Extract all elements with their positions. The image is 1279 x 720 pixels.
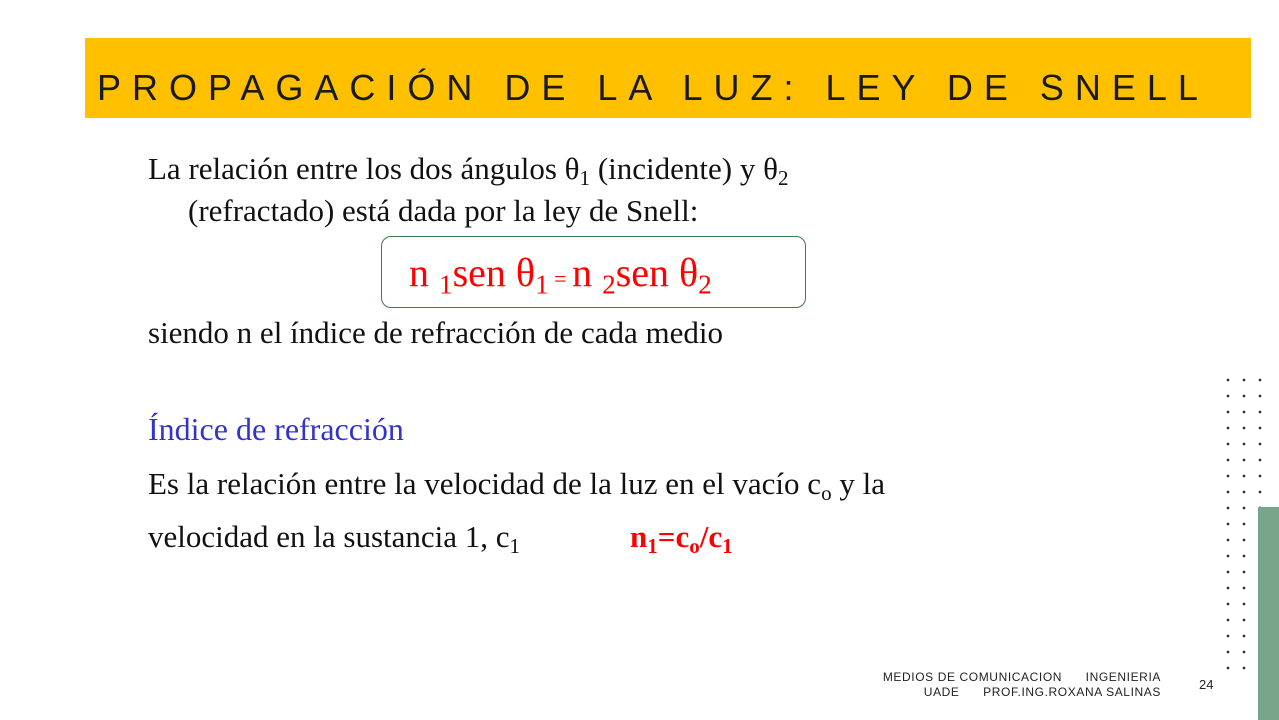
intro-line-1 [148, 151, 789, 190]
index-equation [630, 519, 733, 558]
formula-sen1: sen θ [452, 250, 536, 295]
eq-c0-subscript: o [689, 533, 700, 558]
decorative-green-bar [1258, 507, 1279, 720]
c1-subscript: 1 [509, 533, 521, 558]
formula-equals: = [548, 266, 573, 291]
intro-text-1: La relación entre los dos ángulos θ [148, 151, 580, 186]
c0-subscript: o [821, 480, 832, 505]
snell-formula [409, 250, 712, 300]
intro-line-2: (refractado) está dada por la ley de Snell: [188, 193, 699, 228]
footer [883, 670, 1161, 700]
footer-line-2: UADE PROF.ING.ROXANA SALINAS [923, 685, 1161, 699]
definition-line-2 [148, 519, 521, 558]
indice-heading: Índice de refracción [148, 411, 404, 447]
footer-line-1: MEDIOS DE COMUNICACION INGENIERIA [882, 670, 1161, 684]
eq-n-subscript: 1 [647, 533, 658, 558]
formula-n2-subscript: 2 [602, 269, 616, 300]
definition-line-1 [148, 466, 885, 505]
formula-theta2-subscript: 2 [698, 269, 712, 300]
title-bar [85, 38, 1251, 118]
eq-c: =c [657, 519, 690, 554]
formula-sen2: sen θ [615, 250, 699, 295]
definition-text-3: velocidad en la sustancia 1, c [148, 519, 510, 554]
formula-n2: n [572, 250, 603, 295]
definition-text-1: Es la relación entre la velocidad de la luz en el vacío c [148, 466, 822, 501]
eq-slash-c: /c [699, 519, 723, 554]
definition-text-2: y la [831, 466, 885, 501]
theta2-subscript: 2 [777, 165, 789, 190]
formula-n1-subscript: 1 [439, 269, 453, 300]
slide-title: PROPAGACIÓN DE LA LUZ: LEY DE SNELL [97, 67, 1209, 108]
theta1-subscript: 1 [579, 165, 591, 190]
intro-text-2: (incidente) y θ [590, 151, 778, 186]
eq-n: n [630, 519, 648, 554]
formula-n1: n [409, 250, 439, 295]
eq-c1-subscript: 1 [722, 533, 733, 558]
formula-theta1-subscript: 1 [535, 269, 549, 300]
page-number: 24 [1199, 677, 1214, 692]
siendo-line: siendo n el índice de refracción de cada medio [148, 315, 723, 350]
